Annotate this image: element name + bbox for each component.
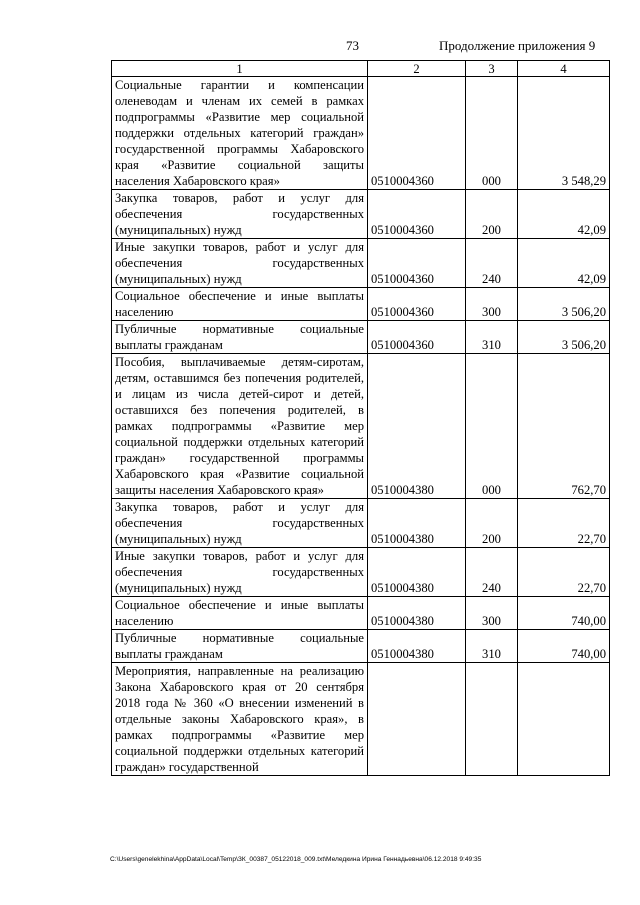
expense-kind: 240	[466, 239, 518, 288]
expense-kind: 300	[466, 288, 518, 321]
expense-kind: 310	[466, 321, 518, 354]
target-item-code: 0510004380	[368, 548, 466, 597]
table-row-continued	[112, 663, 610, 776]
table-row	[112, 548, 610, 597]
amount: 42,09	[518, 239, 610, 288]
amount: 22,70	[518, 548, 610, 597]
target-item-code: 0510004360	[368, 190, 466, 239]
expense-kind: 000	[466, 77, 518, 190]
target-item-code: 0510004360	[368, 288, 466, 321]
amount: 740,00	[518, 597, 610, 630]
table-row	[112, 77, 610, 190]
target-item-code: 0510004360	[368, 239, 466, 288]
row-description: Публичные нормативные социальные выплаты гражданам	[112, 321, 368, 354]
empty-cell	[518, 663, 610, 776]
table-row	[112, 190, 610, 239]
expense-kind: 200	[466, 499, 518, 548]
table-row	[112, 288, 610, 321]
table-row	[112, 239, 610, 288]
column-header: 1	[112, 61, 368, 77]
row-description: Социальные гарантии и компенсации оленеводам и членам их семей в рамках подпрограммы «Развитие мер социальной поддержки отдельных категорий граждан» государственной программы Хабаровского края «Развитие социальной защиты населения Хабаровского края»	[112, 77, 368, 190]
target-item-code: 0510004380	[368, 630, 466, 663]
empty-cell	[368, 663, 466, 776]
row-description: Закупка товаров, работ и услуг для обеспечения государственных (муниципальных) нужд	[112, 190, 368, 239]
expense-kind: 240	[466, 548, 518, 597]
expense-kind: 200	[466, 190, 518, 239]
expense-kind: 300	[466, 597, 518, 630]
amount: 3 506,20	[518, 321, 610, 354]
amount: 740,00	[518, 630, 610, 663]
file-path-footer: C:\Users\genelekhina\AppData\Local\Temp\ЗК_00387_05122018_009.txt\Меледкина Ирина Геннадьевна\06.12.2018 9:49:35	[110, 856, 482, 863]
table-row	[112, 499, 610, 548]
amount: 3 506,20	[518, 288, 610, 321]
column-header: 4	[518, 61, 610, 77]
target-item-code: 0510004380	[368, 354, 466, 499]
amount: 3 548,29	[518, 77, 610, 190]
row-description: Социальное обеспечение и иные выплаты населению	[112, 597, 368, 630]
table-row	[112, 321, 610, 354]
continuation-label: Продолжение приложения 9	[439, 38, 596, 53]
row-description: Публичные нормативные социальные выплаты гражданам	[112, 630, 368, 663]
table-row	[112, 597, 610, 630]
page-number: 73	[346, 38, 359, 53]
row-description: Иные закупки товаров, работ и услуг для обеспечения государственных (муниципальных) нужд	[112, 548, 368, 597]
table-row	[112, 354, 610, 499]
target-item-code: 0510004360	[368, 77, 466, 190]
target-item-code: 0510004380	[368, 597, 466, 630]
row-description: Пособия, выплачиваемые детям-сиротам, детям, оставшимся без попечения родителей, и лицам из числа детей-сирот и детей, оставшихся без попечения родителей, в рамках подпрограммы «Развитие мер социальной поддержки отдельных категорий граждан» государственной программы Хабаровского края «Развитие социальной защиты населения Хабаровского края»	[112, 354, 368, 499]
row-description: Социальное обеспечение и иные выплаты населению	[112, 288, 368, 321]
row-description: Иные закупки товаров, работ и услуг для обеспечения государственных (муниципальных) нужд	[112, 239, 368, 288]
row-description: Мероприятия, направленные на реализацию Закона Хабаровского края от 20 сентября 2018 года № 360 «О внесении изменений в отдельные законы Хабаровского края», в рамках подпрограммы «Развитие мер социальной поддержки отдельных категорий граждан» государственной	[112, 663, 368, 776]
budget-table	[111, 60, 610, 776]
amount: 22,70	[518, 499, 610, 548]
target-item-code: 0510004360	[368, 321, 466, 354]
empty-cell	[466, 663, 518, 776]
row-description: Закупка товаров, работ и услуг для обеспечения государственных (муниципальных) нужд	[112, 499, 368, 548]
table-row	[112, 630, 610, 663]
column-header: 2	[368, 61, 466, 77]
amount: 42,09	[518, 190, 610, 239]
expense-kind: 000	[466, 354, 518, 499]
table-header-row	[112, 61, 610, 77]
expense-kind: 310	[466, 630, 518, 663]
target-item-code: 0510004380	[368, 499, 466, 548]
column-header: 3	[466, 61, 518, 77]
amount: 762,70	[518, 354, 610, 499]
